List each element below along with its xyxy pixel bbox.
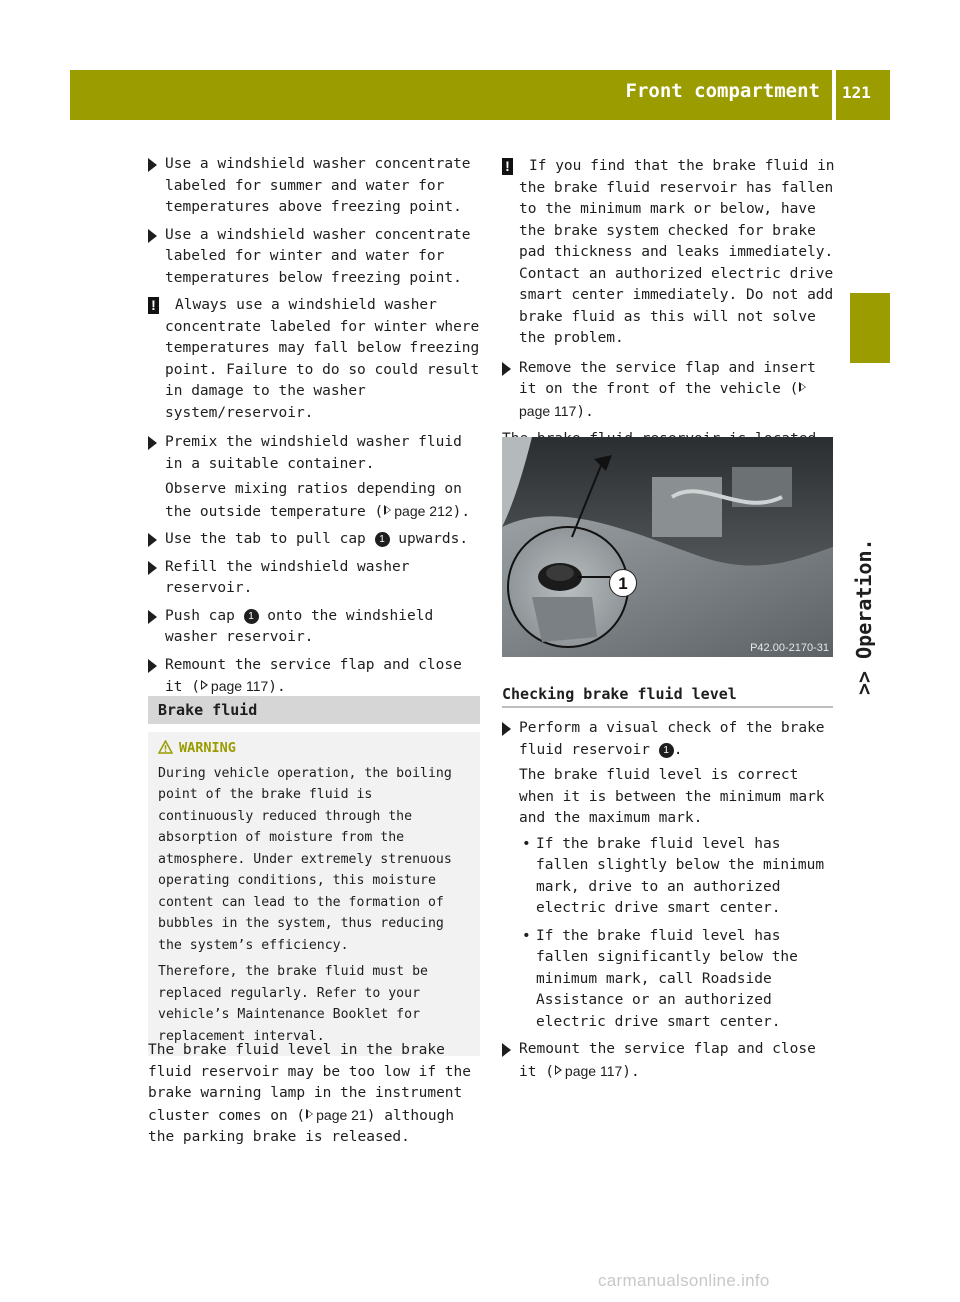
step-winter-concentrate: Use a windshield washer concentrate labeled for winter and water for temperatures below freezing point. (148, 225, 482, 290)
page-ref-icon (201, 680, 208, 690)
header-separator (832, 70, 836, 120)
page-link[interactable]: page 117 (210, 678, 269, 694)
step-push-cap: Push cap 1 onto the windshield washer reservoir. (148, 606, 482, 649)
callout-number-icon: 1 (375, 532, 390, 547)
caution-note: ! Always use a windshield washer concentrate labeled for winter where temperatures may fall below freezing point. Failure to do so could result in damage to the washer system/reservoir. (148, 295, 482, 424)
step-remount-right: Remount the service flap and close it ( page 117). (502, 1039, 836, 1083)
step-arrow-icon (502, 362, 511, 376)
watermark: carmanualsonline.info (598, 1271, 770, 1290)
page-header (70, 70, 890, 120)
step-arrow-icon (148, 659, 157, 673)
page-ref-icon (306, 1109, 313, 1119)
exclamation-icon: ! (502, 158, 513, 175)
warning-box (148, 732, 480, 1056)
page-link[interactable]: page 117 (519, 402, 577, 419)
warning-title: WARNING (158, 738, 472, 760)
page-ref-icon (384, 505, 391, 515)
left-column (148, 154, 482, 705)
warning-triangle-icon (158, 740, 173, 754)
caution-note: ! If you find that the brake fluid in the brake fluid reservoir has fallen to the minimum mark or below, have the brake system checked for brake pad thickness and leaks immediately. Contact an authorized electric drive smart center immediately. Do not add brake fluid as this will not solve the problem. (502, 156, 836, 350)
visual-check-detail: The brake fluid level is correct when it is between the minimum mark and the maximum mark. (519, 767, 825, 826)
step-refill: Refill the windshield washer reservoir. (148, 557, 482, 600)
photo-callout-number: 1 (609, 569, 637, 597)
step-arrow-icon (148, 561, 157, 575)
section-title: Front compartment (625, 80, 820, 102)
brake-lamp-paragraph: The brake fluid level in the brake fluid reservoir may be too low if the brake warning lamp in the instrument cluster comes on ( page 21) although the parking brake is released. (148, 1042, 472, 1145)
step-premix: Premix the windshield washer fluid in a suitable container. Observe mixing ratios depending on the outside temperature ( page 212). (148, 432, 482, 523)
page-link[interactable]: page 117 (564, 1062, 623, 1079)
step-arrow-icon (148, 610, 157, 624)
step-arrow-icon (502, 1043, 511, 1057)
page-ref-icon (799, 382, 806, 392)
warning-paragraph-1: During vehicle operation, the boiling point of the brake fluid is continuously reduced through the absorption of moisture from the atmosphere. Under extremely strenuous operating conditions, this moisture content can lead to the formation of bubbles in the system, thus reducing the system’s efficiency. (158, 765, 452, 953)
right-column-lower (502, 718, 836, 1089)
brake-reservoir-photo (502, 437, 833, 657)
warning-paragraph-2: Therefore, the brake fluid must be replaced regularly. Refer to your vehicle’s Maintenance Booklet for replacement interval. (158, 964, 428, 1044)
chapter-tab (850, 293, 890, 363)
page-link[interactable]: page 212 (394, 502, 453, 519)
callout-number-icon: 1 (659, 743, 674, 758)
step-arrow-icon (148, 229, 157, 243)
engine-compartment-illustration (502, 437, 833, 657)
step-summer-concentrate: Use a windshield washer concentrate labeled for summer and water for temperatures above freezing point. (148, 154, 482, 219)
step-arrow-icon (148, 533, 157, 547)
step-arrow-icon (148, 158, 157, 172)
premix-detail: Observe mixing ratios depending on the outside temperature ( page 212). (165, 481, 471, 520)
list-item: • If the brake fluid level has fallen slightly below the minimum mark, drive to an authorized electric drive smart center. (519, 834, 836, 920)
photo-code: P42.00-2170-31 (750, 642, 829, 654)
callout-number-icon: 1 (244, 609, 259, 624)
step-pull-cap: Use the tab to pull cap 1 upwards. (148, 529, 482, 551)
step-arrow-icon (502, 722, 511, 736)
exclamation-icon: ! (148, 297, 159, 314)
page-number: 121 (842, 83, 871, 102)
brake-fluid-heading: Brake fluid (148, 696, 480, 724)
step-remove-flap: Remove the service flap and insert it on the front of the vehicle (page 117). (502, 358, 836, 424)
page-link[interactable]: page 21 (316, 1106, 367, 1123)
chapter-label: >> Operation. (852, 538, 876, 695)
checking-level-heading: Checking brake fluid level (502, 685, 833, 708)
page-ref-icon (555, 1065, 562, 1075)
step-visual-check: Perform a visual check of the brake fluid reservoir 1 . The brake fluid level is correct when it is between the minimum mark and the maximum mark. • If the brake fluid level has fallen slightly below the minimum mark, drive to an authorized electric drive smart center. • If the brake fluid level has fallen significantly below the minimum mark, call Roadside Assistance or an authorized electric drive smart center. (502, 718, 836, 1033)
step-arrow-icon (148, 436, 157, 450)
step-remount: Remount the service flap and close it ( page 117). (148, 655, 482, 699)
list-item: • If the brake fluid level has fallen significantly below the minimum mark, call Roadside Assistance or an authorized electric drive smart center. (519, 926, 836, 1034)
